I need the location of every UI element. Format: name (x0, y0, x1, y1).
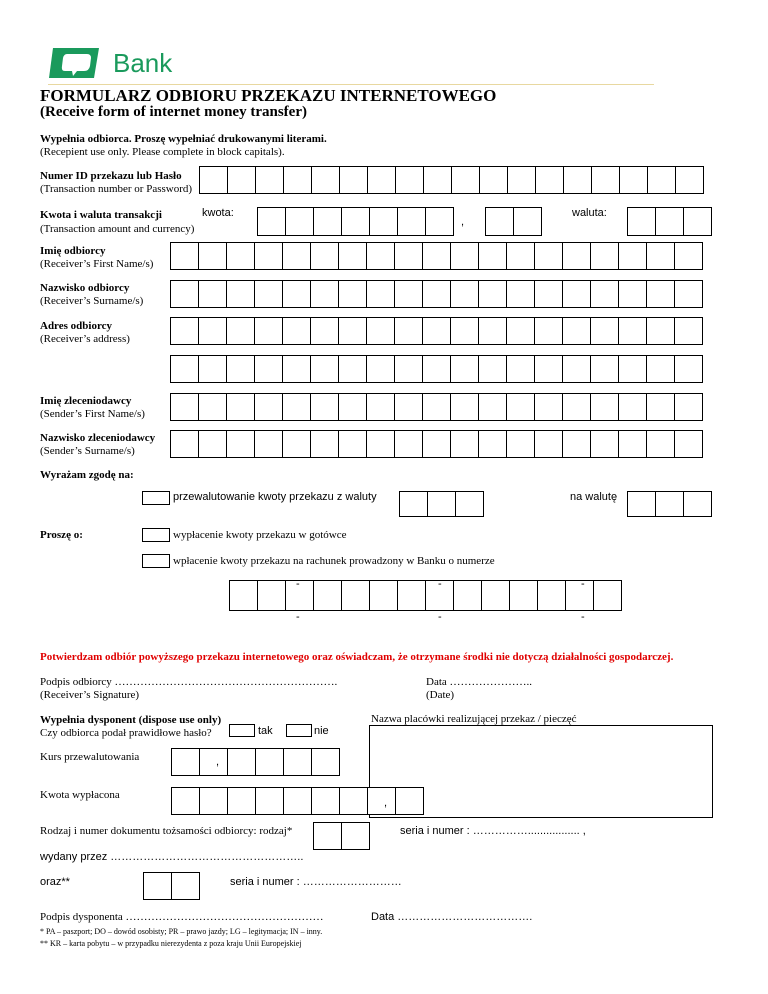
label-transaction-id-en: (Transaction number or Password) (40, 183, 193, 195)
char-cell[interactable] (339, 166, 368, 194)
form-subtitle: (Receive form of internet money transfer) (40, 104, 307, 120)
char-cell[interactable] (478, 430, 507, 458)
char-cell[interactable] (590, 317, 619, 345)
char-cell[interactable] (534, 355, 563, 383)
account-checkbox[interactable] (142, 554, 170, 568)
char-cell[interactable] (311, 166, 340, 194)
account-dash-3: - (581, 578, 585, 590)
account-dash-1: - (296, 578, 300, 590)
char-cell[interactable] (422, 242, 451, 270)
label-to-currency: na walutę (570, 491, 618, 503)
label-no: nie (314, 725, 329, 737)
char-cell[interactable] (646, 242, 675, 270)
char-cell[interactable] (310, 280, 339, 308)
account-dash-6: - (581, 611, 585, 623)
char-cell[interactable] (618, 280, 647, 308)
document-type-boxes[interactable] (313, 822, 370, 850)
char-cell[interactable] (394, 317, 423, 345)
label-series: seria i numer : ……………................. , (400, 825, 586, 837)
char-cell[interactable] (143, 872, 172, 900)
char-cell[interactable] (369, 580, 398, 611)
char-cell[interactable] (170, 317, 199, 345)
char-cell[interactable] (646, 355, 675, 383)
char-cell[interactable] (425, 207, 454, 236)
bank-logo (47, 44, 187, 84)
char-cell[interactable] (254, 355, 283, 383)
char-cell[interactable] (683, 207, 712, 236)
char-cell[interactable] (506, 317, 535, 345)
char-cell[interactable] (229, 580, 258, 611)
amount-integer-boxes[interactable] (257, 207, 454, 236)
date-en: (Date) (426, 689, 455, 701)
char-cell[interactable] (534, 317, 563, 345)
char-cell[interactable] (646, 430, 675, 458)
char-cell[interactable] (257, 207, 286, 236)
sender-first-name-boxes[interactable] (170, 393, 703, 421)
label-document-type: Rodzaj i numer dokumentu tożsamości odbiorcy: rodzaj* (40, 825, 293, 837)
label-first-name-en: (Receiver’s First Name/s) (40, 258, 154, 270)
char-cell[interactable] (170, 355, 199, 383)
char-cell[interactable] (198, 430, 227, 458)
disposer-signature-line: Podpis dysponenta ……………………………………………… (40, 911, 324, 923)
char-cell[interactable] (338, 355, 367, 383)
intro-en: (Recepient use only. Please complete in block capitals). (40, 146, 285, 158)
char-cell[interactable] (198, 242, 227, 270)
bank-logo-icon (47, 44, 105, 82)
residence-card-boxes[interactable] (143, 872, 200, 900)
footnote-residence-card: ** KR – karta pobytu – w przypadku nierezydenta z poza kraju Unii Europejskiej (40, 939, 302, 948)
label-amount-en: (Transaction amount and currency) (40, 223, 195, 235)
char-cell[interactable] (394, 430, 423, 458)
char-cell[interactable] (226, 393, 255, 421)
char-cell[interactable] (311, 787, 340, 815)
char-cell[interactable] (369, 207, 398, 236)
char-cell[interactable] (226, 280, 255, 308)
char-cell[interactable] (506, 355, 535, 383)
label-kwota: kwota: (202, 207, 234, 219)
char-cell[interactable] (451, 166, 480, 194)
char-cell[interactable] (338, 280, 367, 308)
char-cell[interactable] (366, 280, 395, 308)
label-amount-paid: Kwota wypłacona (40, 789, 120, 801)
char-cell[interactable] (422, 317, 451, 345)
password-question: Czy odbiorca podał prawidłowe hasło? (40, 727, 212, 739)
label-amount: Kwota i waluta transakcji (40, 209, 162, 221)
char-cell[interactable] (513, 207, 542, 236)
confirmation-statement: Potwierdzam odbiór powyższego przekazu internetowego oraz oświadczam, że otrzymane środki nie dotyczą działalności gospodarczej. (40, 651, 674, 663)
char-cell[interactable] (450, 393, 479, 421)
char-cell[interactable] (562, 355, 591, 383)
password-no-checkbox[interactable] (286, 724, 312, 737)
char-cell[interactable] (366, 393, 395, 421)
char-cell[interactable] (534, 242, 563, 270)
char-cell[interactable] (619, 166, 648, 194)
char-cell[interactable] (675, 166, 704, 194)
char-cell[interactable] (674, 355, 703, 383)
disposer-date-line: Data ………………………………. (371, 911, 533, 923)
char-cell[interactable] (422, 393, 451, 421)
char-cell[interactable] (618, 430, 647, 458)
char-cell[interactable] (562, 393, 591, 421)
char-cell[interactable] (674, 393, 703, 421)
char-cell[interactable] (394, 242, 423, 270)
label-oraz: oraz** (40, 876, 70, 888)
char-cell[interactable] (506, 393, 535, 421)
char-cell[interactable] (399, 491, 428, 517)
char-cell[interactable] (254, 317, 283, 345)
char-cell[interactable] (618, 355, 647, 383)
char-cell[interactable] (590, 280, 619, 308)
char-cell[interactable] (226, 355, 255, 383)
char-cell[interactable] (227, 166, 256, 194)
char-cell[interactable] (170, 280, 199, 308)
first-name-boxes[interactable] (170, 242, 703, 270)
char-cell[interactable] (395, 787, 424, 815)
char-cell[interactable] (226, 430, 255, 458)
char-cell[interactable] (423, 166, 452, 194)
label-cash: wypłacenie kwoty przekazu w gotówce (173, 529, 347, 541)
char-cell[interactable] (534, 393, 563, 421)
char-cell[interactable] (478, 317, 507, 345)
char-cell[interactable] (506, 280, 535, 308)
char-cell[interactable] (534, 280, 563, 308)
char-cell[interactable] (199, 787, 228, 815)
char-cell[interactable] (646, 393, 675, 421)
char-cell[interactable] (593, 580, 622, 611)
char-cell[interactable] (254, 393, 283, 421)
char-cell[interactable] (562, 242, 591, 270)
transaction-id-boxes[interactable] (199, 166, 704, 194)
label-exchange-rate: Kurs przewalutowania (40, 751, 140, 763)
currency-boxes[interactable] (627, 207, 712, 236)
char-cell[interactable] (227, 787, 256, 815)
char-cell[interactable] (590, 242, 619, 270)
char-cell[interactable] (255, 787, 284, 815)
label-surname: Nazwisko odbiorcy (40, 282, 130, 294)
char-cell[interactable] (534, 430, 563, 458)
receiver-signature-en: (Receiver’s Signature) (40, 689, 140, 701)
char-cell[interactable] (590, 355, 619, 383)
sender-surname-boxes[interactable] (170, 430, 703, 458)
label-account: wpłacenie kwoty przekazu na rachunek prowadzony w Banku o numerze (173, 555, 495, 567)
char-cell[interactable] (655, 207, 684, 236)
char-cell[interactable] (450, 242, 479, 270)
char-cell[interactable] (397, 207, 426, 236)
char-cell[interactable] (171, 872, 200, 900)
char-cell[interactable] (562, 280, 591, 308)
char-cell[interactable] (506, 242, 535, 270)
label-request: Proszę o: (40, 529, 83, 541)
char-cell[interactable] (509, 580, 538, 611)
char-cell[interactable] (366, 317, 395, 345)
label-yes: tak (258, 725, 273, 737)
char-cell[interactable] (198, 355, 227, 383)
char-cell[interactable] (618, 242, 647, 270)
label-address-en: (Receiver’s address) (40, 333, 130, 345)
char-cell[interactable] (310, 430, 339, 458)
char-cell[interactable] (199, 748, 228, 776)
label-conversion: przewalutowanie kwoty przekazu z waluty (173, 491, 377, 503)
char-cell[interactable] (366, 242, 395, 270)
char-cell[interactable] (453, 580, 482, 611)
date-line: Data ………………….. (426, 676, 533, 688)
char-cell[interactable] (455, 491, 484, 517)
char-cell[interactable] (313, 207, 342, 236)
char-cell[interactable] (171, 787, 200, 815)
char-cell[interactable] (310, 355, 339, 383)
char-cell[interactable] (507, 166, 536, 194)
char-cell[interactable] (366, 430, 395, 458)
char-cell[interactable] (366, 355, 395, 383)
label-surname-en: (Receiver’s Surname/s) (40, 295, 144, 307)
char-cell[interactable] (341, 207, 370, 236)
label-address: Adres odbiorcy (40, 320, 113, 332)
char-cell[interactable] (283, 748, 312, 776)
char-cell[interactable] (590, 430, 619, 458)
char-cell[interactable] (170, 430, 199, 458)
char-cell[interactable] (627, 207, 656, 236)
password-yes-checkbox[interactable] (229, 724, 255, 737)
account-dash-4: - (296, 611, 300, 623)
label-waluta: waluta: (572, 207, 607, 219)
char-cell[interactable] (255, 166, 284, 194)
char-cell[interactable] (285, 207, 314, 236)
char-cell[interactable] (422, 355, 451, 383)
char-cell[interactable] (341, 580, 370, 611)
char-cell[interactable] (338, 393, 367, 421)
char-cell[interactable] (674, 317, 703, 345)
source-currency-boxes[interactable] (399, 491, 484, 517)
conversion-checkbox[interactable] (142, 491, 170, 505)
exchange-rate-boxes[interactable] (171, 748, 340, 776)
label-consent: Wyrażam zgodę na: (40, 469, 134, 481)
char-cell[interactable] (647, 166, 676, 194)
receiver-signature-line: Podpis odbiorcy ……………………………………………………. (40, 676, 338, 688)
label-first-name: Imię odbiorcy (40, 245, 106, 257)
rate-comma: , (216, 756, 220, 768)
char-cell[interactable] (450, 355, 479, 383)
char-cell[interactable] (310, 393, 339, 421)
char-cell[interactable] (313, 822, 342, 850)
char-cell[interactable] (618, 393, 647, 421)
char-cell[interactable] (282, 280, 311, 308)
char-cell[interactable] (479, 166, 508, 194)
char-cell[interactable] (282, 355, 311, 383)
char-cell[interactable] (282, 430, 311, 458)
char-cell[interactable] (367, 787, 396, 815)
char-cell[interactable] (341, 822, 370, 850)
header-rule (48, 84, 654, 85)
char-cell[interactable] (394, 355, 423, 383)
char-cell[interactable] (646, 317, 675, 345)
surname-boxes[interactable] (170, 280, 703, 308)
char-cell[interactable] (311, 748, 340, 776)
char-cell[interactable] (338, 242, 367, 270)
char-cell[interactable] (226, 317, 255, 345)
char-cell[interactable] (481, 580, 510, 611)
char-cell[interactable] (646, 280, 675, 308)
char-cell[interactable] (254, 242, 283, 270)
label-sender-surname: Nazwisko zleceniodawcy (40, 432, 156, 444)
char-cell[interactable] (338, 317, 367, 345)
intro-pl: Wypełnia odbiorca. Proszę wypełniać drukowanymi literami. (40, 133, 327, 145)
char-cell[interactable] (257, 580, 286, 611)
char-cell[interactable] (310, 242, 339, 270)
char-cell[interactable] (674, 280, 703, 308)
address-boxes-line1[interactable] (170, 317, 703, 345)
char-cell[interactable] (565, 580, 594, 611)
char-cell[interactable] (282, 242, 311, 270)
char-cell[interactable] (506, 430, 535, 458)
char-cell[interactable] (590, 393, 619, 421)
account-dash-2: - (438, 578, 442, 590)
char-cell[interactable] (367, 166, 396, 194)
char-cell[interactable] (683, 491, 712, 517)
char-cell[interactable] (394, 280, 423, 308)
bank-name: Bank (113, 48, 173, 78)
char-cell[interactable] (478, 355, 507, 383)
char-cell[interactable] (627, 491, 656, 517)
char-cell[interactable] (535, 166, 564, 194)
form-title: FORMULARZ ODBIORU PRZEKAZU INTERNETOWEGO (40, 86, 497, 105)
char-cell[interactable] (674, 242, 703, 270)
label-transaction-id: Numer ID przekazu lub Hasło (40, 170, 182, 182)
char-cell[interactable] (563, 166, 592, 194)
char-cell[interactable] (450, 317, 479, 345)
target-currency-boxes[interactable] (627, 491, 712, 517)
char-cell[interactable] (170, 393, 199, 421)
amount-decimal-boxes[interactable] (485, 207, 542, 236)
char-cell[interactable] (674, 430, 703, 458)
char-cell[interactable] (618, 317, 647, 345)
char-cell[interactable] (422, 430, 451, 458)
char-cell[interactable] (282, 393, 311, 421)
char-cell[interactable] (198, 317, 227, 345)
footnote-document-types: * PA – paszport; DO – dowód osobisty; PR – prawo jazdy; LG – legitymacja; IN – inny. (40, 927, 323, 936)
label-issued-by: wydany przez …………………………………………….. (40, 851, 304, 863)
char-cell[interactable] (478, 393, 507, 421)
char-cell[interactable] (394, 393, 423, 421)
amount-comma: , (461, 216, 465, 228)
cash-checkbox[interactable] (142, 528, 170, 542)
account-number-boxes[interactable] (229, 580, 622, 611)
char-cell[interactable] (310, 317, 339, 345)
paid-comma: , (384, 797, 388, 809)
label-sender-first-name-en: (Sender’s First Name/s) (40, 408, 145, 420)
char-cell[interactable] (313, 580, 342, 611)
char-cell[interactable] (170, 242, 199, 270)
char-cell[interactable] (537, 580, 566, 611)
char-cell[interactable] (282, 317, 311, 345)
char-cell[interactable] (397, 580, 426, 611)
char-cell[interactable] (395, 166, 424, 194)
char-cell[interactable] (422, 280, 451, 308)
char-cell[interactable] (450, 430, 479, 458)
char-cell[interactable] (485, 207, 514, 236)
char-cell[interactable] (254, 430, 283, 458)
char-cell[interactable] (562, 317, 591, 345)
disposer-title: Wypełnia dysponent (dispose use only) (40, 714, 222, 726)
label-sender-surname-en: (Sender’s Surname/s) (40, 445, 135, 457)
char-cell[interactable] (427, 491, 456, 517)
branch-label: Nazwa placówki realizującej przekaz / pieczęć (371, 713, 577, 725)
char-cell[interactable] (198, 280, 227, 308)
address-boxes-line2[interactable] (170, 355, 703, 383)
label-series-2: seria i numer : ……………………… (230, 876, 402, 888)
char-cell[interactable] (562, 430, 591, 458)
char-cell[interactable] (478, 280, 507, 308)
char-cell[interactable] (591, 166, 620, 194)
char-cell[interactable] (226, 242, 255, 270)
char-cell[interactable] (171, 748, 200, 776)
account-dash-5: - (438, 611, 442, 623)
char-cell[interactable] (338, 430, 367, 458)
char-cell[interactable] (255, 748, 284, 776)
char-cell[interactable] (227, 748, 256, 776)
char-cell[interactable] (199, 166, 228, 194)
char-cell[interactable] (450, 280, 479, 308)
char-cell[interactable] (339, 787, 368, 815)
label-sender-first-name: Imię zleceniodawcy (40, 395, 132, 407)
char-cell[interactable] (283, 166, 312, 194)
char-cell[interactable] (478, 242, 507, 270)
char-cell[interactable] (254, 280, 283, 308)
char-cell[interactable] (283, 787, 312, 815)
char-cell[interactable] (655, 491, 684, 517)
char-cell[interactable] (198, 393, 227, 421)
